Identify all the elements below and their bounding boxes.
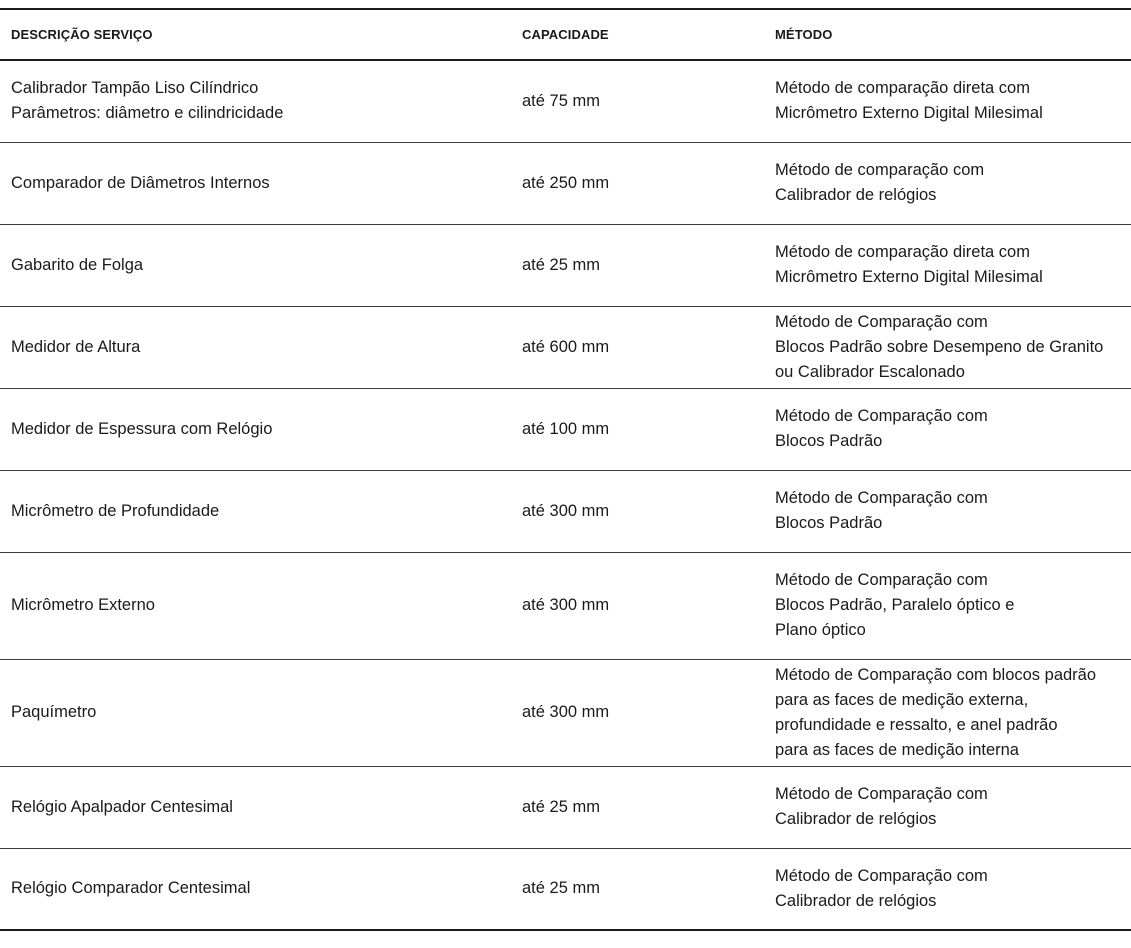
method-line: Método de comparação direta com [775, 79, 1030, 98]
method-line: Plano óptico [775, 621, 866, 639]
method-line: Método de Comparação com [775, 571, 988, 589]
table-row [0, 766, 1131, 848]
method-line: Blocos Padrão, Paralelo óptico e [775, 596, 1015, 614]
cell-method [764, 659, 1131, 766]
method-line: Micrômetro Externo Digital Milesimal [775, 268, 1043, 286]
table-row [0, 142, 1131, 224]
cell-capacity: até 25 mm [522, 879, 600, 898]
description-line: Relógio Apalpador Centesimal [11, 797, 233, 816]
cell-capacity: até 600 mm [522, 337, 610, 356]
method-line: Método de Comparação com [775, 866, 988, 885]
method-line: Calibrador de relógios [775, 186, 937, 204]
header-row [0, 9, 1131, 60]
table-row [0, 60, 1131, 142]
method-line: Método de Comparação com blocos padrão [775, 665, 1097, 684]
method-line: para as faces de medição externa, [775, 690, 1029, 709]
method-line: profundidade e ressalto, e anel padrão [775, 715, 1058, 734]
cell-capacity: até 25 mm [522, 797, 600, 816]
cell-capacity: até 300 mm [522, 596, 610, 614]
method-line: Método de comparação com [775, 161, 985, 179]
description-line: Micrômetro de Profundidade [11, 501, 220, 520]
method-line: Método de Comparação com [775, 785, 988, 803]
cell-method [764, 470, 1131, 552]
cell-capacity: até 75 mm [522, 91, 600, 110]
header-capacity: CAPACIDADE [522, 27, 609, 42]
cell-method [764, 848, 1131, 930]
cell-description [0, 659, 511, 766]
description-line: Calibrador Tampão Liso Cilíndrico [11, 79, 259, 98]
method-line: para as faces de medição interna [775, 740, 1019, 759]
table-row [0, 306, 1131, 388]
description-line: Micrômetro Externo [11, 596, 155, 614]
description-line: Parâmetros: diâmetro e cilindricidade [11, 104, 284, 123]
cell-capacity: até 300 mm [522, 703, 610, 721]
cell-description [0, 306, 511, 388]
description-line: Paquímetro [11, 703, 97, 721]
cell-capacity: até 300 mm [522, 501, 610, 520]
cell-description [0, 848, 511, 930]
cell-method [764, 766, 1131, 848]
cell-capacity: até 100 mm [522, 419, 610, 438]
method-line: Blocos Padrão [775, 514, 883, 532]
cell-capacity: até 250 mm [522, 173, 610, 192]
cell-method [764, 224, 1131, 306]
method-line: Calibrador de relógios [775, 891, 937, 910]
method-line: Método de Comparação com [775, 489, 988, 507]
cell-description [0, 142, 511, 224]
method-line: Método de comparação direta com [775, 243, 1030, 261]
cell-method [764, 60, 1131, 142]
cell-description [0, 224, 511, 306]
method-line: Micrômetro Externo Digital Milesimal [775, 104, 1043, 123]
table-row [0, 659, 1131, 766]
table-row [0, 224, 1131, 306]
table-header [0, 9, 1131, 60]
method-line: Método de Comparação com [775, 407, 988, 425]
cell-description [0, 388, 511, 470]
cell-capacity: até 25 mm [522, 255, 600, 274]
services-table [0, 8, 1131, 931]
table-row [0, 848, 1131, 930]
description-line: Medidor de Altura [11, 337, 141, 356]
services-table-container [0, 8, 1131, 931]
method-line: Calibrador de relógios [775, 810, 937, 828]
cell-method [764, 552, 1131, 659]
cell-method [764, 388, 1131, 470]
description-line: Medidor de Espessura com Relógio [11, 419, 273, 438]
cell-method [764, 306, 1131, 388]
header-description: DESCRIÇÃO SERVIÇO [11, 27, 153, 42]
table-row [0, 470, 1131, 552]
cell-description [0, 552, 511, 659]
method-line: Blocos Padrão sobre Desempeno de Granito [775, 337, 1104, 356]
table-body [0, 60, 1131, 930]
header-method: MÉTODO [775, 27, 833, 42]
table-row [0, 388, 1131, 470]
method-line: ou Calibrador Escalonado [775, 362, 965, 381]
description-line: Comparador de Diâmetros Internos [11, 173, 270, 192]
description-line: Relógio Comparador Centesimal [11, 879, 251, 898]
method-line: Blocos Padrão [775, 432, 883, 450]
method-line: Método de Comparação com [775, 312, 988, 331]
cell-description [0, 470, 511, 552]
cell-description [0, 766, 511, 848]
cell-method [764, 142, 1131, 224]
table-row [0, 552, 1131, 659]
description-line: Gabarito de Folga [11, 255, 144, 274]
cell-description [0, 60, 511, 142]
